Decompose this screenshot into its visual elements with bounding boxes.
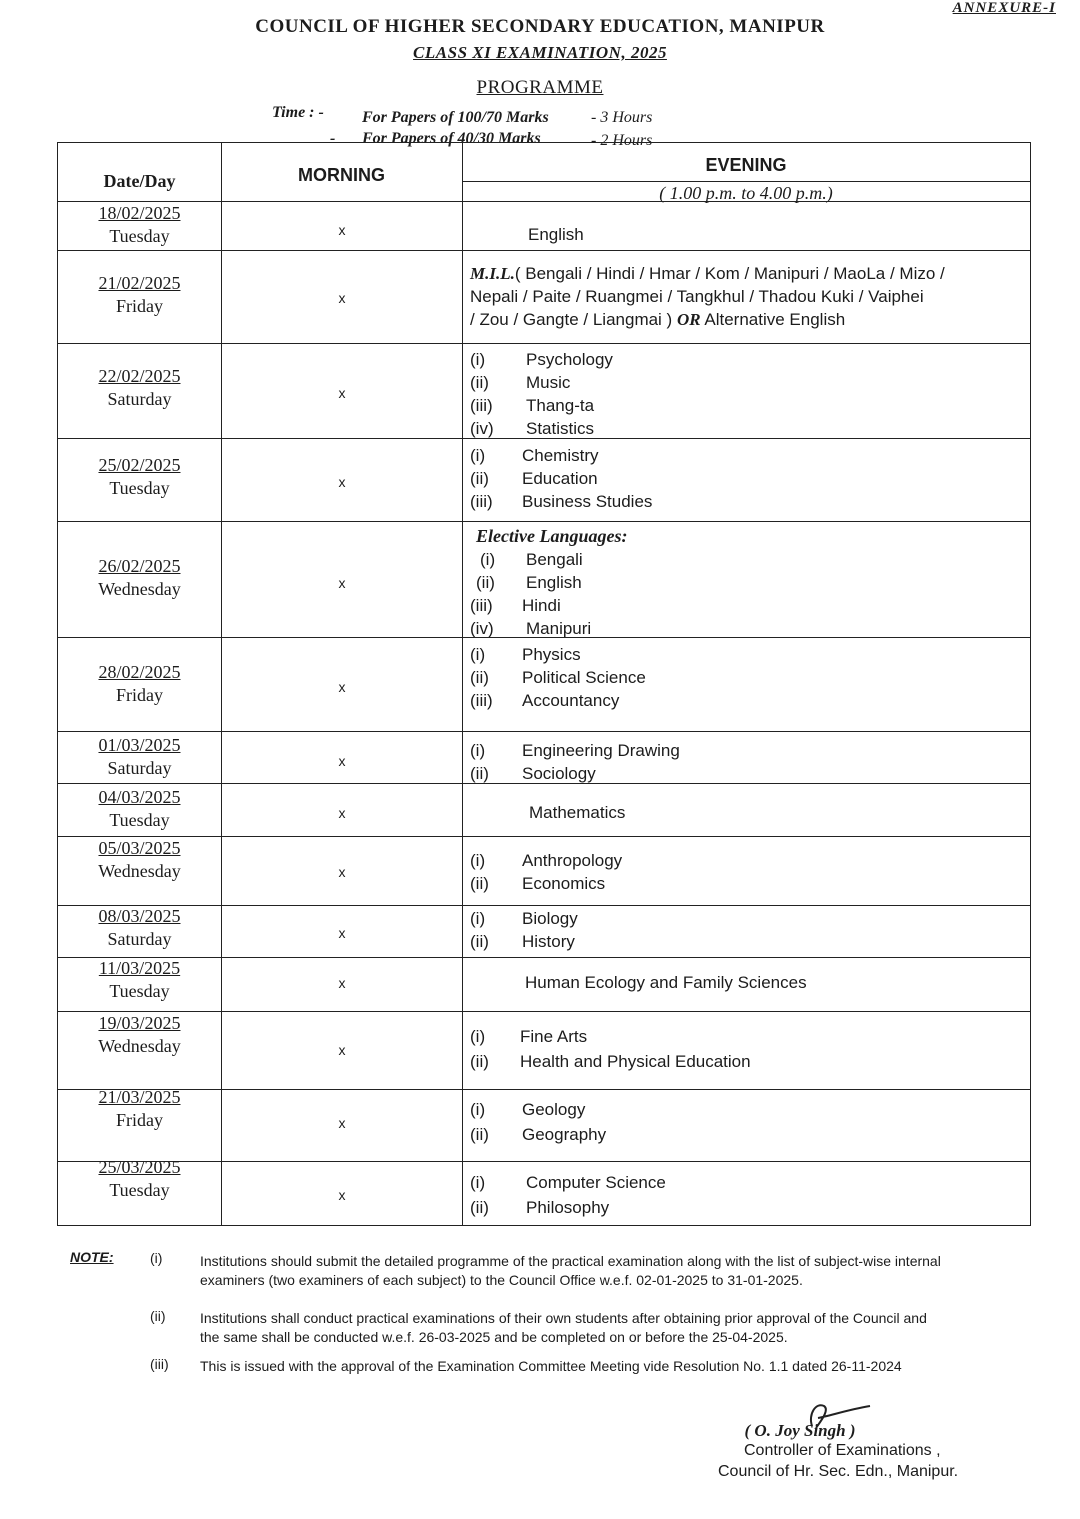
item-number: (iii) — [470, 691, 493, 710]
row-morning: x — [338, 679, 346, 695]
item-number: (ii) — [470, 764, 489, 783]
row-date: 01/03/2025 — [98, 735, 181, 755]
subject-item — [470, 571, 1022, 594]
table-row — [58, 201, 1030, 250]
row-morning: x — [338, 753, 346, 769]
elective-languages-heading: Elective Languages: — [476, 526, 628, 546]
note-line: examiners (two examiners of each subject) to the Council Office w.e.f. 02-01-2025 to 31-01-2025. — [200, 1272, 803, 1288]
time2-duration: - 2 Hours — [591, 132, 653, 149]
header-divider — [462, 181, 1030, 182]
header-date-day: Date/Day — [103, 171, 176, 191]
subject-name: Computer Science — [526, 1173, 666, 1192]
subject-name: Hindi — [522, 596, 561, 615]
time1-duration: - 3 Hours — [591, 109, 653, 126]
row-date: 25/03/2025 — [98, 1157, 181, 1177]
row-date: 26/02/2025 — [98, 556, 181, 576]
note-text — [200, 1252, 1020, 1290]
subject-item — [470, 872, 1022, 895]
table-row — [58, 957, 1030, 1011]
item-number: (ii) — [470, 668, 489, 687]
row-date: 05/03/2025 — [98, 838, 181, 858]
subject-name: Chemistry — [522, 446, 599, 465]
item-number: (ii) — [470, 469, 489, 488]
subject-name: Music — [526, 373, 571, 392]
note-line: Institutions should submit the detailed programme of the practical examination along with the list of subject-wise internal — [200, 1253, 941, 1269]
subject-name: Geography — [522, 1125, 607, 1144]
item-number: (ii) — [470, 932, 489, 951]
item-number: (i) — [470, 851, 486, 870]
table-row — [58, 905, 1030, 957]
subject-item — [470, 849, 1022, 872]
table-row — [58, 438, 1030, 521]
mil-languages: ( Bengali / Hindi / Hmar / Kom / Manipuri / MaoLa / Mizo / — [514, 264, 945, 283]
item-number: (i) — [470, 741, 486, 760]
subject-item — [470, 1025, 1022, 1048]
subject-name: Fine Arts — [520, 1027, 588, 1046]
council-title: COUNCIL OF HIGHER SECONDARY EDUCATION, MANIPUR — [255, 16, 825, 37]
subject-name: Geology — [522, 1100, 586, 1119]
subject-item — [470, 444, 1022, 467]
row-morning: x — [338, 1042, 346, 1058]
note-text — [200, 1309, 1020, 1347]
row-date: 08/03/2025 — [98, 906, 181, 926]
subject-name: Psychology — [526, 350, 613, 369]
row-day: Saturday — [107, 929, 172, 949]
row-date: 21/02/2025 — [98, 273, 181, 293]
row-day: Tuesday — [109, 478, 170, 498]
subject-item — [470, 762, 1022, 785]
row-morning: x — [338, 385, 346, 401]
note-number: (ii) — [150, 1308, 166, 1324]
subject-name: Political Science — [522, 668, 646, 687]
subject-name: Sociology — [522, 764, 596, 783]
row-date: 19/03/2025 — [98, 1013, 181, 1033]
exam-title: CLASS XI EXAMINATION, 2025 — [413, 43, 667, 62]
table-row — [58, 836, 1030, 905]
item-number: (i) — [470, 350, 486, 369]
row-day: Saturday — [107, 758, 172, 778]
note-line: This is issued with the approval of the Examination Committee Meeting vide Resolution No. 1.1 dated 26-11-2024 — [200, 1358, 902, 1374]
subject-item — [470, 371, 1022, 394]
note-text — [200, 1357, 1020, 1376]
subject-item — [470, 1050, 1022, 1073]
note-number: (i) — [150, 1250, 163, 1266]
item-number: (ii) — [470, 1125, 489, 1144]
row-evening-subject: Mathematics — [529, 803, 626, 822]
row-day: Friday — [116, 685, 163, 705]
subject-name: Statistics — [526, 419, 595, 438]
row-day: Wednesday — [98, 861, 181, 881]
table-row — [58, 521, 1030, 637]
item-number: (ii) — [470, 1198, 489, 1217]
item-number: (iii) — [470, 492, 493, 511]
subject-name: Accountancy — [522, 691, 620, 710]
table-row — [58, 1089, 1030, 1161]
subject-item — [470, 1098, 1022, 1121]
subject-name: Thang-ta — [526, 396, 595, 415]
row-morning: x — [338, 805, 346, 821]
subject-item — [470, 490, 1022, 513]
exam-schedule-table — [57, 142, 1031, 1226]
time-dash: - — [330, 130, 336, 147]
row-morning: x — [338, 1187, 346, 1203]
item-number: (iv) — [470, 619, 494, 638]
header-evening-time: ( 1.00 p.m. to 4.00 p.m.) — [659, 183, 833, 203]
note-line: Institutions shall conduct practical examinations of their own students after obtaining prior approval of the Council and — [200, 1310, 927, 1326]
mil-label: M.I.L. — [470, 264, 515, 283]
row-date: 28/02/2025 — [98, 662, 181, 682]
subject-name: History — [522, 932, 575, 951]
subject-item — [470, 1196, 1022, 1219]
subject-item — [470, 394, 1022, 417]
subject-name: Anthropology — [522, 851, 623, 870]
row-day: Tuesday — [109, 226, 170, 246]
note-number: (iii) — [150, 1356, 169, 1372]
row-day: Wednesday — [98, 579, 181, 599]
item-number: (iii) — [470, 596, 493, 615]
row-morning: x — [338, 222, 346, 238]
row-day: Tuesday — [109, 1180, 170, 1200]
time-label: Time : - — [272, 104, 324, 121]
table-row — [58, 783, 1030, 836]
subject-item — [470, 689, 1022, 712]
subject-name: Bengali — [526, 550, 583, 569]
item-number: (i) — [470, 446, 486, 465]
item-number: (i) — [470, 909, 486, 928]
item-number: (iv) — [470, 419, 494, 438]
subject-name: English — [526, 573, 582, 592]
item-number: (i) — [470, 1173, 486, 1192]
note-label: NOTE: — [70, 1249, 114, 1265]
subject-item — [470, 1123, 1022, 1146]
subject-item — [470, 739, 1022, 762]
row-date: 04/03/2025 — [98, 787, 181, 807]
subject-item — [470, 666, 1022, 689]
time2-text: For Papers of 40/30 Marks — [362, 130, 541, 147]
or-label: OR — [676, 310, 701, 329]
subject-item — [470, 930, 1022, 953]
row-day: Tuesday — [109, 981, 170, 1001]
table-row — [58, 731, 1030, 783]
subject-name: Biology — [522, 909, 578, 928]
subject-name: Health and Physical Education — [520, 1052, 751, 1071]
subject-item — [470, 1171, 1022, 1194]
subject-item — [470, 417, 1022, 440]
time1-text: For Papers of 100/70 Marks — [362, 109, 549, 126]
row-day: Wednesday — [98, 1036, 181, 1056]
item-number: (ii) — [470, 874, 489, 893]
row-day: Friday — [116, 1110, 163, 1130]
row-date: 18/02/2025 — [98, 203, 181, 223]
table-row — [58, 637, 1030, 731]
subject-name: Education — [522, 469, 598, 488]
header-morning: MORNING — [298, 165, 385, 185]
row-evening-subject: English — [528, 225, 584, 244]
subject-name: Philosophy — [526, 1198, 610, 1217]
signatory-name: ( O. Joy Singh ) — [744, 1421, 856, 1440]
item-number: (iii) — [470, 396, 493, 415]
row-day: Friday — [116, 296, 163, 316]
row-morning: x — [338, 864, 346, 880]
row-morning: x — [338, 925, 346, 941]
row-date: 21/03/2025 — [98, 1087, 181, 1107]
row-evening-subject: Human Ecology and Family Sciences — [525, 973, 807, 992]
table-row — [58, 1157, 1030, 1225]
programme-title: PROGRAMME — [476, 77, 604, 98]
mil-languages-line3: / Zou / Gangte / Liangmai ) — [470, 310, 673, 329]
mil-languages-line2: Nepali / Paite / Ruangmei / Tangkhul / Thadou Kuki / Vaiphei — [470, 287, 924, 306]
table-row — [58, 1011, 1030, 1089]
item-number: (i) — [470, 1100, 486, 1119]
item-number: (ii) — [470, 373, 489, 392]
row-day: Saturday — [107, 389, 172, 409]
item-number: (ii) — [476, 573, 495, 592]
note-line: the same shall be conducted w.e.f. 26-03-2025 and be completed on or before the 25-04-2025. — [200, 1329, 788, 1345]
subject-name: Business Studies — [522, 492, 653, 511]
subject-name: Physics — [522, 645, 581, 664]
table-row — [58, 343, 1030, 438]
row-day: Tuesday — [109, 810, 170, 830]
row-morning: x — [338, 975, 346, 991]
subject-item — [470, 643, 1022, 666]
signatory-office: Council of Hr. Sec. Edn., Manipur. — [718, 1463, 959, 1480]
table-row — [58, 250, 1030, 343]
item-number: (i) — [480, 550, 496, 569]
subject-item — [470, 548, 1022, 571]
subject-item — [470, 594, 1022, 617]
subject-item — [470, 348, 1022, 371]
annexure-label: ANNEXURE-I — [952, 0, 1056, 16]
signatory-title: Controller of Examinations , — [744, 1442, 941, 1459]
subject-item — [470, 907, 1022, 930]
row-morning: x — [338, 575, 346, 591]
item-number: (i) — [470, 645, 486, 664]
subject-name: Economics — [522, 874, 606, 893]
subject-name: Manipuri — [526, 619, 592, 638]
subject-item — [470, 467, 1022, 490]
item-number: (i) — [470, 1027, 486, 1046]
row-morning: x — [338, 1115, 346, 1131]
row-morning: x — [338, 290, 346, 306]
alt-english: Alternative English — [704, 310, 846, 329]
row-date: 25/02/2025 — [98, 455, 181, 475]
row-morning: x — [338, 474, 346, 490]
row-date: 22/02/2025 — [98, 366, 181, 386]
row-date: 11/03/2025 — [98, 958, 181, 978]
header-evening: EVENING — [705, 155, 787, 175]
subject-name: Engineering Drawing — [522, 741, 680, 760]
item-number: (ii) — [470, 1052, 489, 1071]
